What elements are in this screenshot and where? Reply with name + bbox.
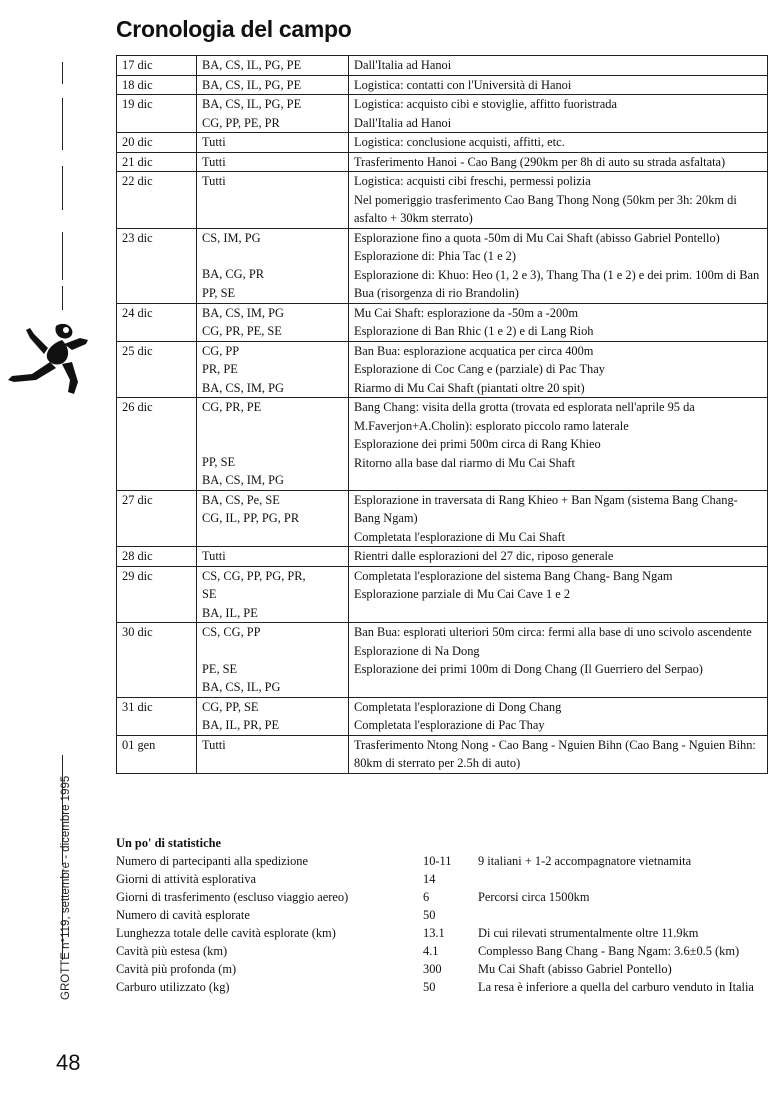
table-row xyxy=(117,133,768,153)
activity-cell xyxy=(349,547,768,567)
activity-cell xyxy=(349,623,768,698)
team-cell xyxy=(197,56,349,76)
table-row xyxy=(117,547,768,567)
page-title: Cronologia del campo xyxy=(116,16,352,42)
team-line: CG, IL, PP, PG, PR xyxy=(202,511,300,525)
activity-line: Esplorazione dei primi 500m circa di Rang Khieo xyxy=(354,437,601,451)
activity-line: Completata l'esplorazione di Dong Chang xyxy=(354,699,562,714)
statistic-label: Giorni di attività esplorativa xyxy=(116,872,257,886)
statistic-label: Cavità più estesa (km) xyxy=(116,944,228,958)
date-cell: 23 dic xyxy=(117,228,197,303)
team-cell xyxy=(197,490,349,547)
team-line: CG, PP, SE xyxy=(202,699,259,714)
team-line: BA, CS, Pe, SE xyxy=(202,492,280,507)
statistic-note: La resa è inferiore a quella del carburo venduto in Italia xyxy=(478,980,754,994)
team-cell xyxy=(197,341,349,398)
activity-line: Riarmo di Mu Cai Shaft (piantati oltre 20 spit) xyxy=(354,380,585,395)
team-line: PE, SE xyxy=(202,661,238,676)
statistic-value: 50 xyxy=(423,908,436,922)
statistic-value: 6 xyxy=(423,890,430,904)
activity-line: Esplorazione dei primi 100m di Dong Chang (Il Guerriero del Serpao) xyxy=(354,662,703,676)
statistic-note: Percorsi circa 1500km xyxy=(478,890,590,904)
statistic-label: Lunghezza totale delle cavità esplorate (km) xyxy=(116,926,336,940)
team-cell xyxy=(197,95,349,133)
team-cell xyxy=(197,566,349,623)
activity-line: Esplorazione di Na Dong xyxy=(354,643,480,658)
team-cell xyxy=(197,75,349,95)
statistic-label: Cavità più profonda (m) xyxy=(116,962,237,976)
date-cell: 27 dic xyxy=(117,490,197,547)
activity-cell xyxy=(349,398,768,491)
activity-line: Logistica: contatti con l'Università di Hanoi xyxy=(354,77,572,92)
activity-line: Esplorazione di: Khuo: Heo (1, 2 e 3), Thang Tha (1 e 2) e dei prim. 100m di Ban Bua (risorgenza di rio Brandolin) xyxy=(354,267,760,300)
statistic-note: 9 italiani + 1-2 accompagnatore vietnamita xyxy=(478,854,692,868)
statistics-heading: Un po' di statistiche xyxy=(116,836,221,850)
activity-cell xyxy=(349,228,768,303)
activity-line: Rientri dalle esplorazioni del 27 dic, riposo generale xyxy=(354,549,614,563)
table-row xyxy=(117,56,768,76)
activity-cell xyxy=(349,303,768,341)
team-line: PP, SE xyxy=(202,454,236,469)
activity-line: Logistica: acquisto cibi e stoviglie, affitto fuoristrada xyxy=(354,97,618,111)
team-line xyxy=(202,642,343,660)
team-line: BA, IL, PR, PE xyxy=(202,718,280,732)
statistic-row xyxy=(116,852,766,870)
activity-cell xyxy=(349,490,768,547)
date-cell: 01 gen xyxy=(117,735,197,773)
activity-line: Trasferimento Ntong Nong - Cao Bang - Nguien Bihn (Cao Bang - Nguien Bihn: 80km di sterrato per 2.5h di auto) xyxy=(354,737,756,770)
statistic-value: 10-11 xyxy=(423,854,452,868)
date-cell: 29 dic xyxy=(117,566,197,623)
activity-cell xyxy=(349,75,768,95)
date-cell: 22 dic xyxy=(117,172,197,229)
activity-line: Dall'Italia ad Hanoi xyxy=(354,115,452,130)
date-cell: 24 dic xyxy=(117,303,197,341)
statistic-note: Mu Cai Shaft (abisso Gabriel Pontello) xyxy=(478,962,672,976)
team-line: BA, CS, IM, PG xyxy=(202,380,284,395)
date-cell: 26 dic xyxy=(117,398,197,491)
table-row xyxy=(117,697,768,735)
table-row xyxy=(117,172,768,229)
statistics-section xyxy=(116,834,766,996)
statistic-value: 300 xyxy=(423,962,442,976)
team-line: BA, CS, IL, PG, PE xyxy=(202,97,302,111)
activity-line: Bang Chang: visita della grotta (trovata ed esplorata nell'aprile 95 da M.Faverjon+A.Cholin): esplorato piccolo ramo laterale xyxy=(354,400,695,433)
statistic-value: 14 xyxy=(423,872,436,886)
activity-line: Logistica: conclusione acquisti, affitti, etc. xyxy=(354,135,565,149)
date-cell: 25 dic xyxy=(117,341,197,398)
team-line xyxy=(202,417,343,435)
team-line: BA, CS, IL, PG, PE xyxy=(202,77,302,92)
table-row xyxy=(117,228,768,303)
activity-cell xyxy=(349,735,768,773)
activity-cell xyxy=(349,172,768,229)
statistic-row xyxy=(116,942,766,960)
team-line: CG, PR, PE, SE xyxy=(202,324,282,338)
table-row xyxy=(117,398,768,491)
activity-cell xyxy=(349,341,768,398)
activity-line: Completata l'esplorazione di Mu Cai Shaft xyxy=(354,529,566,544)
team-cell xyxy=(197,398,349,491)
activity-line: Esplorazione in traversata di Rang Khieo + Ban Ngam (sistema Bang Chang-Bang Ngam) xyxy=(354,492,738,525)
date-cell: 28 dic xyxy=(117,547,197,567)
activity-cell xyxy=(349,152,768,172)
team-line: CS, CG, PP, PG, PR, xyxy=(202,568,306,583)
team-line: Tutti xyxy=(202,174,226,188)
team-line: BA, CS, IM, PG xyxy=(202,305,284,320)
page-number: 48 xyxy=(56,1050,81,1075)
team-line: CG, PP, PE, PR xyxy=(202,115,280,130)
publication-side-label: GROTTE n°119, settembre - dicembre 1995 xyxy=(60,775,72,1000)
table-row xyxy=(117,566,768,623)
activity-line: Esplorazione di Ban Rhic (1 e 2) e di Lang Rioh xyxy=(354,324,594,338)
team-cell xyxy=(197,152,349,172)
activity-cell xyxy=(349,133,768,153)
activity-line: Nel pomeriggio trasferimento Cao Bang Thong Nong (50km per 3h: 20km di asfalto + 30km sterrato) xyxy=(354,192,737,225)
activity-line: Mu Cai Shaft: esplorazione da -50m a -200m xyxy=(354,305,579,320)
chronology-table xyxy=(116,55,768,774)
table-row xyxy=(117,303,768,341)
activity-cell xyxy=(349,95,768,133)
activity-line: Ban Bua: esplorazione acquatica per circa 400m xyxy=(354,343,594,358)
activity-cell xyxy=(349,56,768,76)
statistic-value: 13.1 xyxy=(423,926,445,940)
team-cell xyxy=(197,228,349,303)
statistic-note: Di cui rilevati strumentalmente oltre 11.9km xyxy=(478,926,699,940)
statistic-row xyxy=(116,906,766,924)
team-line: CS, CG, PP xyxy=(202,625,261,639)
team-cell xyxy=(197,133,349,153)
statistic-row xyxy=(116,960,766,978)
team-cell xyxy=(197,623,349,698)
date-cell: 20 dic xyxy=(117,133,197,153)
team-cell xyxy=(197,303,349,341)
team-line: BA, CG, PR xyxy=(202,267,264,281)
team-line: PR, PE xyxy=(202,362,238,376)
statistic-value: 4.1 xyxy=(423,944,439,958)
table-row xyxy=(117,152,768,172)
statistic-label: Numero di partecipanti alla spedizione xyxy=(116,854,308,868)
activity-line: Esplorazione di: Phia Tac (1 e 2) xyxy=(354,249,516,263)
activity-line: Esplorazione parziale di Mu Cai Cave 1 e 2 xyxy=(354,587,571,601)
activity-cell xyxy=(349,697,768,735)
statistic-label: Carburo utilizzato (kg) xyxy=(116,980,230,994)
activity-line: Completata l'esplorazione del sistema Bang Chang- Bang Ngam xyxy=(354,568,673,583)
statistic-row xyxy=(116,924,766,942)
team-line: BA, CS, IL, PG, PE xyxy=(202,58,302,72)
team-line: Tutti xyxy=(202,135,226,149)
team-line: SE xyxy=(202,587,217,601)
date-cell: 17 dic xyxy=(117,56,197,76)
margin-rule xyxy=(62,286,63,310)
activity-line: Completata l'esplorazione di Pac Thay xyxy=(354,718,545,732)
team-line xyxy=(202,247,343,265)
table-row xyxy=(117,735,768,773)
team-line: Tutti xyxy=(202,737,226,752)
statistic-note: Complesso Bang Chang - Bang Ngam: 3.6±0.5 (km) xyxy=(478,944,740,958)
statistic-label: Numero di cavità esplorate xyxy=(116,908,250,922)
date-cell: 30 dic xyxy=(117,623,197,698)
table-row xyxy=(117,75,768,95)
team-cell xyxy=(197,172,349,229)
statistic-label: Giorni di trasferimento (escluso viaggio aereo) xyxy=(116,890,349,904)
team-line: Tutti xyxy=(202,154,226,169)
margin-rule xyxy=(62,232,63,280)
activity-line: Trasferimento Hanoi - Cao Bang (290km per 8h di auto su strada asfaltata) xyxy=(354,154,726,169)
activity-line: Esplorazione di Coc Cang e (parziale) di Pac Thay xyxy=(354,362,605,376)
activity-cell xyxy=(349,566,768,623)
team-line: BA, IL, PE xyxy=(202,605,258,620)
statistic-row xyxy=(116,870,766,888)
table-row xyxy=(117,623,768,698)
margin-rule xyxy=(62,166,63,210)
margin-rule xyxy=(62,98,63,150)
team-line xyxy=(202,435,343,453)
team-line: BA, CS, IM, PG xyxy=(202,473,284,487)
team-line: CS, IM, PG xyxy=(202,230,261,245)
table-row xyxy=(117,341,768,398)
table-row xyxy=(117,95,768,133)
team-cell xyxy=(197,547,349,567)
caver-silhouette-icon xyxy=(4,320,96,396)
team-line: PP, SE xyxy=(202,285,236,300)
statistic-value: 50 xyxy=(423,980,436,994)
team-line: BA, CS, IL, PG xyxy=(202,680,281,694)
date-cell: 19 dic xyxy=(117,95,197,133)
margin-rule xyxy=(62,62,63,84)
table-row xyxy=(117,490,768,547)
activity-line: Ritorno alla base dal riarmo di Mu Cai Shaft xyxy=(354,455,575,470)
team-line: Tutti xyxy=(202,549,226,563)
team-cell xyxy=(197,735,349,773)
activity-line: Esplorazione fino a quota -50m di Mu Cai Shaft (abisso Gabriel Pontello) xyxy=(354,230,720,245)
team-line: CG, PP xyxy=(202,343,240,358)
date-cell: 21 dic xyxy=(117,152,197,172)
statistic-row xyxy=(116,978,766,996)
activity-line: Logistica: acquisti cibi freschi, permessi polizia xyxy=(354,174,591,188)
team-cell xyxy=(197,697,349,735)
team-line: CG, PR, PE xyxy=(202,400,262,414)
date-cell: 31 dic xyxy=(117,697,197,735)
statistic-row xyxy=(116,888,766,906)
date-cell: 18 dic xyxy=(117,75,197,95)
activity-line: Ban Bua: esplorati ulteriori 50m circa: fermi alla base di uno scivolo ascendente xyxy=(354,625,752,639)
activity-line: Dall'Italia ad Hanoi xyxy=(354,58,452,72)
